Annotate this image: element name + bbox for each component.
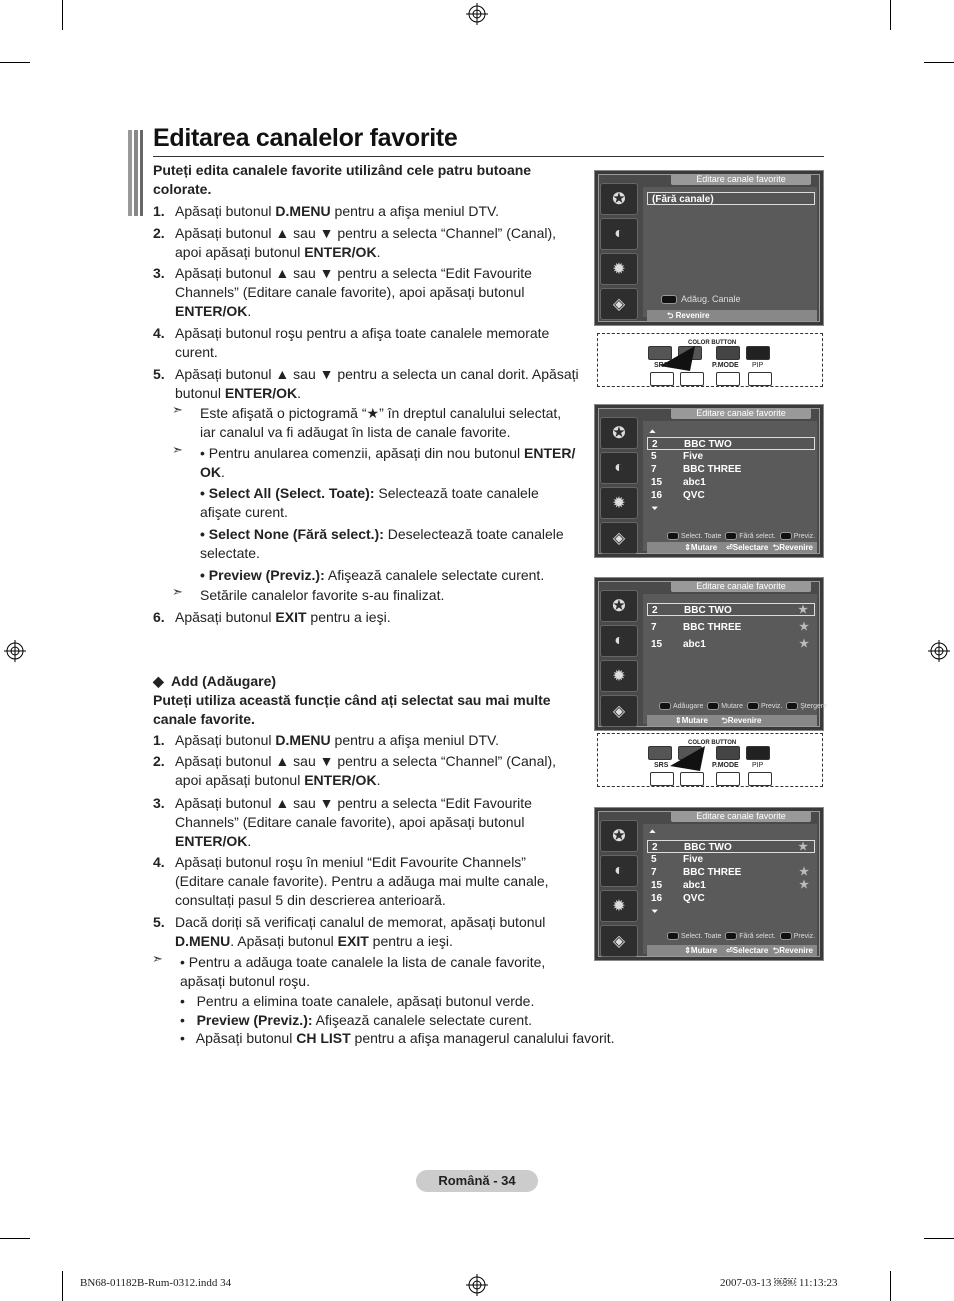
star-icon: ★ <box>799 638 809 650</box>
fav-row: 15 abc1 ★ <box>651 638 809 650</box>
osd-screen-favorites: ✪ ◐ ✹ ◈ Editare canale favorite 2 BBC TWO ★ 7 BBC THREE ★ 15 abc1 ★ Adăugare Mutare Previz. Ştergere ⇕Mutare ⮌Revenire <box>594 577 824 731</box>
slug-file: BN68-01182B-Rum-0312.indd 34 <box>80 1277 232 1289</box>
step-a1: Apăsați butonul D.MENU pentru a afişa meniul DTV. <box>175 203 499 219</box>
crop-mark <box>0 1238 30 1239</box>
osd-screen-empty <box>594 170 824 326</box>
osd-sidebar <box>600 183 638 323</box>
slug-date: 2007-03-13 ￼￼ 11:13:23 <box>720 1277 838 1289</box>
crop-mark <box>0 62 30 63</box>
sound-icon: ◐ <box>600 218 638 250</box>
channel-row: 2 BBC TWO <box>647 437 815 450</box>
intro-text: Puteți edita canalele favorite utilizând cele patru butoane colorate. <box>153 162 532 197</box>
bullet-preview: • Preview (Previz.): Afişează canalele selectate curent. <box>200 567 545 583</box>
step-b5: Dacă doriți să verificați canalul de memorat, apăsați butonul D.MENU. Apăsați butonul EXIT pentru a ieşi. <box>175 914 546 949</box>
crop-mark <box>924 1238 954 1239</box>
channel-icon: ✹ <box>600 253 638 285</box>
crop-mark <box>62 0 63 30</box>
remote-color-buttons: COLOR BUTTON SRS P.MODE PIP <box>597 333 823 387</box>
step-b2: Apăsați butonul ▲ sau ▼ pentru a selecta “Channel” (Canal), apoi apăsați butonul ENTER/OK. <box>175 753 557 788</box>
bullet-select-all: • Select All (Select. Toate): Selectează toate canalele afişate curent. <box>200 485 539 520</box>
step-a5: Apăsați butonul ▲ sau ▼ pentru a selecta un canal dorit. Apăsați butonul ENTER/OK. <box>175 366 579 401</box>
osd-legend: Select. Toate Fără select. Previz. <box>667 532 815 540</box>
step-a4: Apăsați butonul roşu pentru a afişa toate canalele memorate curent. <box>175 325 550 360</box>
input-icon: ◈ <box>600 288 638 320</box>
note-arrow-icon: ➣ <box>172 402 183 417</box>
step-b4: Apăsați butonul roşu în meniul “Edit Favourite Channels” (Editare canale favorite). Pentru a adăuga mai multe canale, consultați pasul 5 din descrierea anterioară. <box>175 854 549 908</box>
scroll-down-icon: ⏷ <box>647 504 658 513</box>
title-decoration <box>128 130 144 216</box>
note-arrow-icon: ➣ <box>172 584 183 599</box>
registration-mark-icon <box>466 3 488 25</box>
add-intro: Puteți utiliza această funcție când ați selectat sau mai multe canale favorite. <box>153 692 551 727</box>
bullet-b3: • Apăsați butonul CH LIST pentru a afişa managerul canalului favorit. <box>180 1030 615 1046</box>
step-a3: Apăsați butonul ▲ sau ▼ pentru a selecta “Edit Favourite Channels” (Editare canale favorite), apoi apăsați butonul ENTER/OK. <box>175 265 532 319</box>
osd-empty-label: (Fără canale) <box>652 194 714 205</box>
bullet-b1: • Pentru a elimina toate canalele, apăsați butonul verde. <box>180 993 535 1009</box>
osd-screen-channel-list: ✪ ◐ ✹ ◈ Editare canale favorite ⏶ 2 BBC TWO 5 Five 7 BBC THREE 15 abc1 16 QVC ⏷ Select. Toate Fără select. Previz. ⇕Mutare ⏎Selectare ⮌Revenire <box>594 404 824 558</box>
registration-mark-icon <box>928 640 950 662</box>
osd-add-channels: Adăug. Canale <box>661 294 741 304</box>
fav-row: 7 BBC THREE ★ <box>651 621 809 633</box>
crop-mark <box>62 1271 63 1301</box>
channel-row: 5 Five <box>651 451 704 462</box>
osd-legend: Adăugare Mutare Previz. Ştergere <box>659 702 827 710</box>
note-a1: Este afişată o pictogramă “★” în dreptul canalului selectat, iar canalul va fi adăugat în lista de canale favorite. <box>200 405 562 440</box>
setup-icon: ✪ <box>600 183 638 215</box>
bullet-select-none: • Select None (Fără select.): Deselectează toate canalele selectate. <box>200 526 564 561</box>
note-a2: • Pentru anularea comenzii, apăsați din nou butonul ENTER/ OK. <box>200 445 576 480</box>
osd-screen-channel-list-starred: ✪ ◐ ✹ ◈ Editare canale favorite ⏶ 2 BBC TWO ★ 5 Five 7 BBC THREE ★ 15 abc1 ★ 16 QVC ⏷ Select. Toate Fără select. Previz. ⇕Mutare ⏎Selectare ⮌Revenire <box>594 807 824 961</box>
page-number: Română - 34 <box>416 1170 538 1192</box>
note-arrow-icon: ➣ <box>172 442 183 457</box>
crop-mark <box>890 1271 891 1301</box>
crop-mark <box>890 0 891 30</box>
scroll-up-icon: ⏶ <box>647 427 656 436</box>
note-b1: • Pentru a adăuga toate canalele la lista de canale favorite, apăsați butonul roşu. <box>180 954 546 989</box>
step-b3: Apăsați butonul ▲ sau ▼ pentru a selecta “Edit Favourite Channels” (Editare canale favorite), apoi apăsați butonul ENTER/OK. <box>175 795 532 849</box>
note-a3: Setările canalelor favorite s-au finalizat. <box>200 587 445 603</box>
channel-row: 16 QVC <box>651 490 705 501</box>
crop-mark <box>924 62 954 63</box>
note-arrow-icon: ➣ <box>152 951 163 966</box>
osd-footer: ⇕Mutare ⏎Selectare ⮌Revenire <box>647 542 817 553</box>
title-rule <box>153 156 824 157</box>
page-title: Editarea canalelor favorite <box>153 124 458 152</box>
remote-color-buttons: COLOR BUTTON SRS P.MODE PIP <box>597 733 823 787</box>
channel-row: 15 abc1 <box>651 477 706 488</box>
step-b1: Apăsați butonul D.MENU pentru a afişa meniul DTV. <box>175 732 499 748</box>
fav-row: 2 BBC TWO ★ <box>647 603 815 616</box>
star-icon: ★ <box>799 621 809 633</box>
step-a6: Apăsați butonul EXIT pentru a ieşi. <box>175 609 391 625</box>
add-heading: ◆ Add (Adăugare) <box>153 673 277 689</box>
osd-footer: ⇕Mutare ⮌Revenire <box>647 715 817 726</box>
channel-row: 7 BBC THREE <box>651 464 742 475</box>
bullet-b2: • Preview (Previz.): Afişează canalele selectate curent. <box>180 1012 532 1028</box>
step-a2: Apăsați butonul ▲ sau ▼ pentru a selecta “Channel” (Canal), apoi apăsați butonul ENTER/OK. <box>175 225 557 260</box>
osd-footer-back: ⮌ Revenire <box>647 310 817 321</box>
registration-mark-icon <box>466 1274 488 1296</box>
star-icon: ★ <box>798 604 808 616</box>
osd-header: Editare canale favorite <box>671 174 811 185</box>
registration-mark-icon <box>4 640 26 662</box>
